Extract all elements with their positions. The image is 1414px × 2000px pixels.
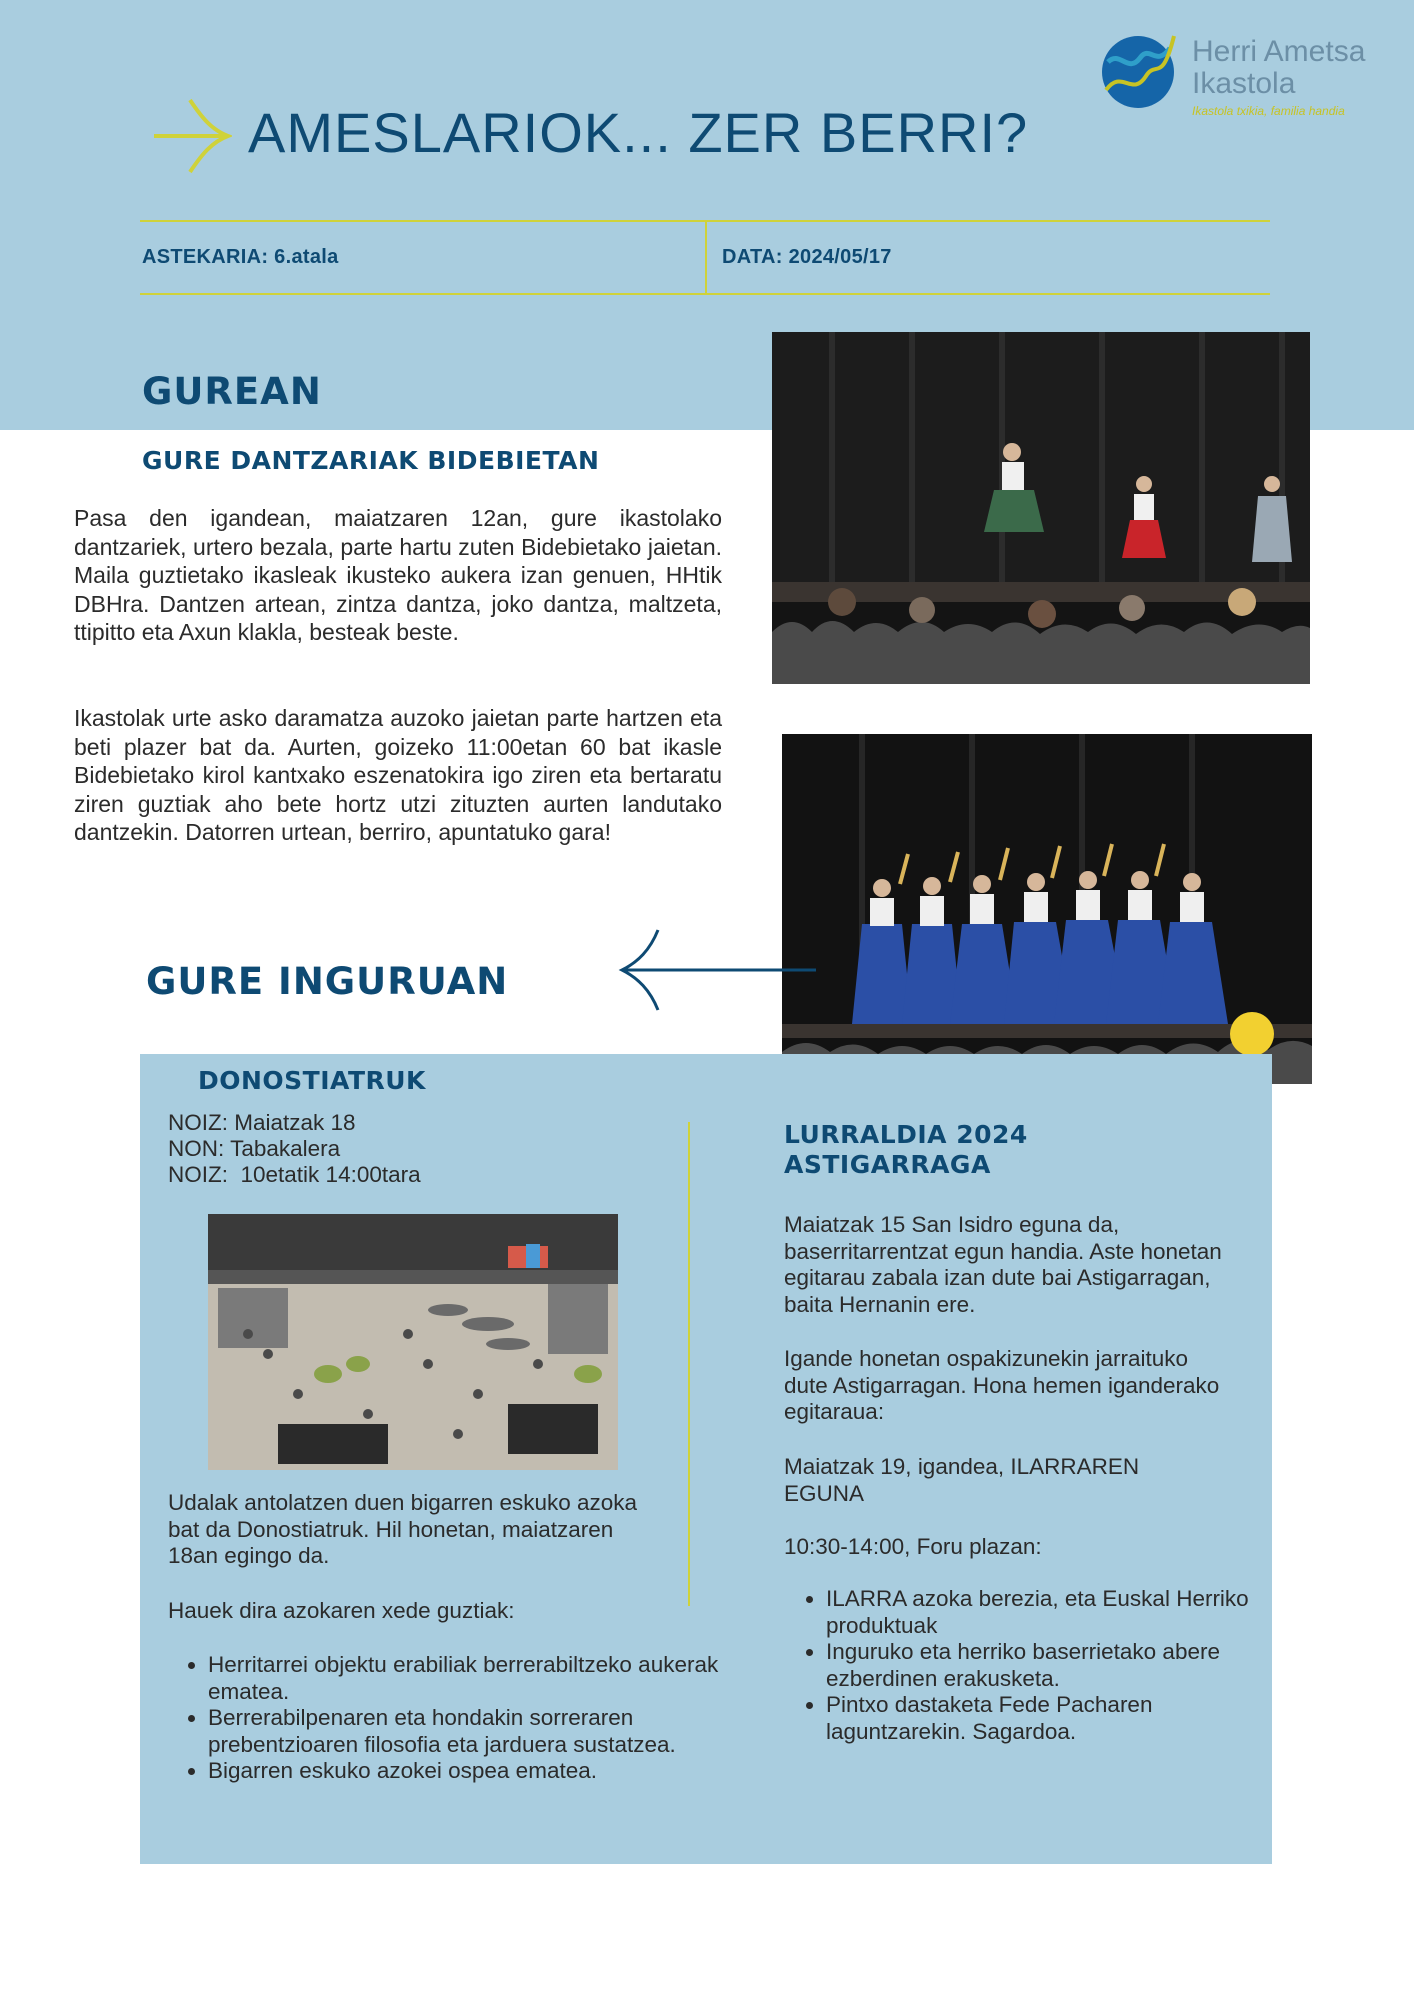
school-logo [1098,28,1398,120]
article-paragraph-2: Ikastolak urte asko daramatza auzoko jaietan parte hartzen eta beti plazer bat da. Aurten, goizeko 11:00etan 60 bat ikasle Bidebietako kirol kantxako eszenatokira igo ziren eta bertaratu ziren guztiak aho bete hortz utzi zituzten aurten landutako dantzekin. Datorren urtean, berriro, apuntatuko gara! [74,705,722,845]
newsletter-title: AMESLARIOK... ZER BERRI? [248,101,1029,164]
donostiatruk-when: NOIZ: Maiatzak 18 [168,1110,356,1135]
donostiatruk-goals-list [166,1652,728,1785]
section-heading-inguruan: GURE INGURUAN [146,960,509,1003]
event-heading-donostiatruk: DONOSTIATRUK [198,1066,426,1095]
herri-ametsa-logo-icon [1098,28,1178,112]
photo-tabakalera-market [208,1214,618,1470]
weekly-issue-label: ASTEKARIA: 6.atala [142,246,339,268]
article-heading-dancers: GURE DANTZARIAK BIDEBIETAN [142,446,600,475]
list-item: • Berrerabilpenaren eta hondakin sorreraren prebentzioaren filosofia eta jarduera sustatzea. [208,1705,728,1758]
logo-tagline: Ikastola txikia, familia handia [1192,104,1345,118]
photo-dancers-stage [772,332,1310,684]
list-item: • Pintxo dastaketa Fede Pacharen laguntzarekin. Sagardoa. [826,1692,1276,1745]
lurraldia-paragraph-1: Maiatzak 15 San Isidro eguna da, baserritarrentzat egun handia. Aste honetan egitarau zabala izan dute bai Astigarragan, baita Hernanin ere. [784,1212,1222,1317]
event-heading-astigarraga: ASTIGARRAGA [784,1150,991,1179]
list-item: • Herritarrei objektu erabiliak berrerabiltzeko aukerak ematea. [208,1652,728,1705]
events-column-divider [688,1122,690,1606]
lurraldia-paragraph-4: 10:30-14:00, Foru plazan: [784,1534,1042,1559]
date-label: DATA: 2024/05/17 [722,246,892,268]
donostiatruk-where: NON: Tabakalera [168,1136,341,1161]
logo-subname: Ikastola [1192,67,1296,100]
lurraldia-paragraph-3: Maiatzak 19, igandea, ILARRAREN EGUNA [784,1454,1140,1506]
event-heading-lurraldia: LURRALDIA 2024 [784,1120,1028,1149]
list-item: • Bigarren eskuko azokei ospea ematea. [208,1758,728,1785]
list-item: • ILARRA azoka berezia, eta Euskal Herriko produktuak [826,1586,1276,1639]
donostiatruk-time: NOIZ: 10etatik 14:00tara [168,1162,421,1187]
list-item: • Inguruko eta herriko baserrietako abere ezberdinen erakusketa. [826,1639,1276,1692]
arrow-right-icon [150,96,232,176]
divider-meta-split [705,220,707,295]
donostiatruk-goals-intro: Hauek dira azokaren xede guztiak: [168,1598,515,1623]
lurraldia-program-list [784,1586,1276,1745]
arrow-left-icon [616,928,816,1012]
article-paragraph-1: Pasa den igandean, maiatzaren 12an, gure ikastolako dantzariek, urtero bezala, parte hartu zuten Bidebietako jaietan. Maila guztietako ikasleak ikusteko aukera izan genuen, HHtik DBHra. Dantzen artean, zintza dantza, joko dantza, maltzeta, ttipitto eta Axun klakla, besteak beste. [74,505,722,645]
logo-name: Herri Ametsa [1192,35,1366,68]
donostiatruk-description: Udalak antolatzen duen bigarren eskuko azoka bat da Donostiatruk. Hil honetan, maiatzaren 18an egingo da. [168,1490,638,1568]
section-heading-gurean: GUREAN [142,370,322,413]
lurraldia-paragraph-2: Igande honetan ospakizunekin jarraituko dute Astigarragan. Hona hemen iganderako egitaraua: [784,1346,1220,1424]
photo-dancers-blue [782,734,1312,1084]
